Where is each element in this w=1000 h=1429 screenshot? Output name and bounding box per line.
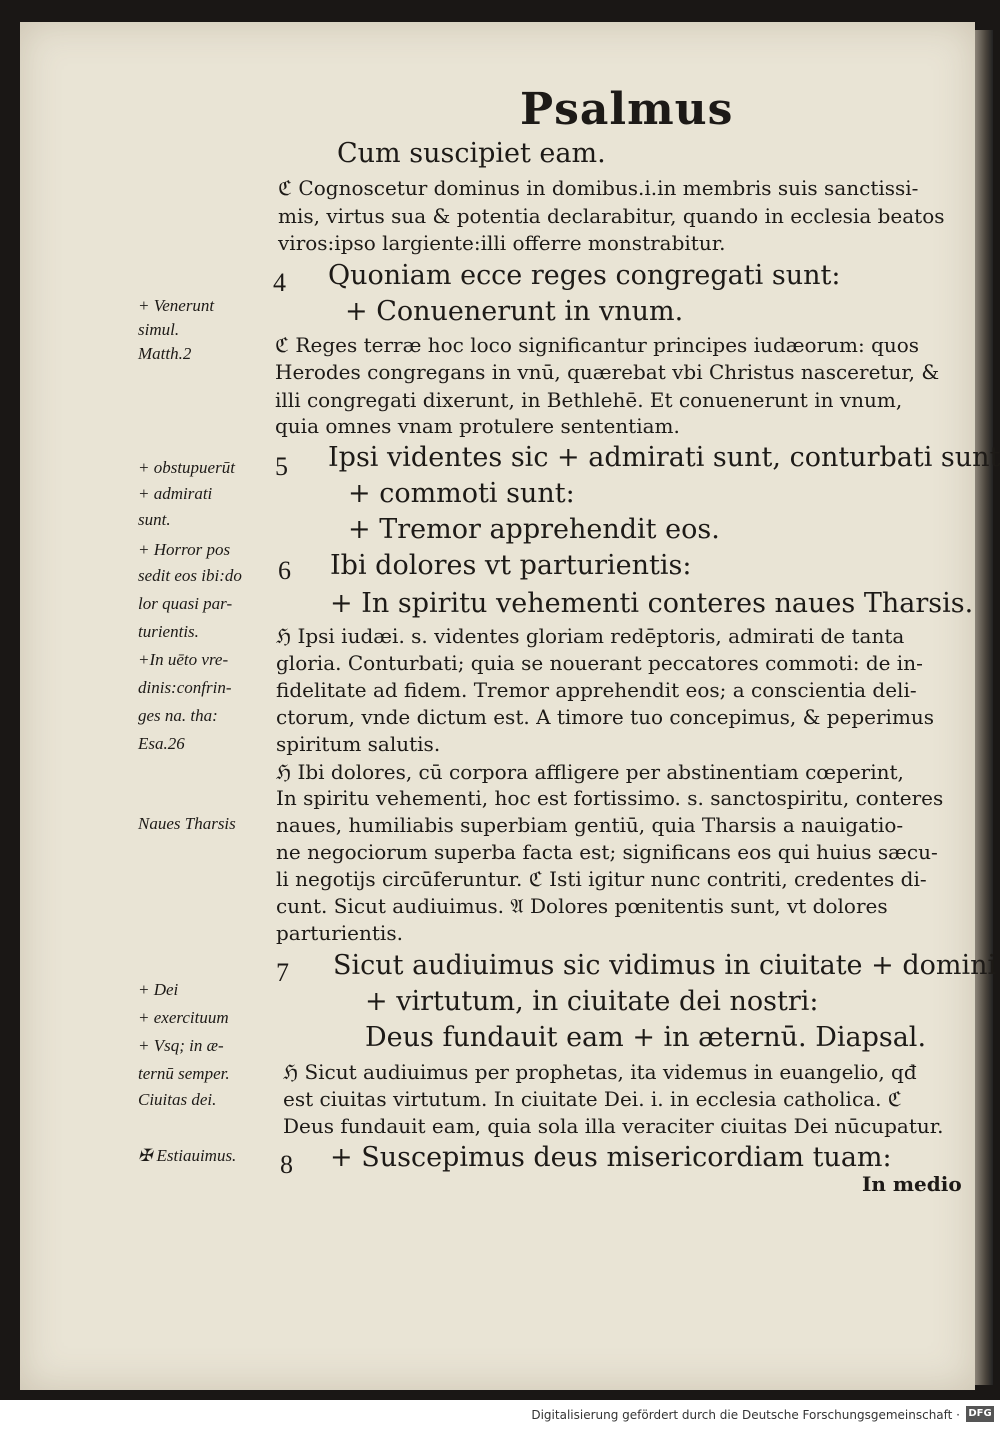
running-head: Psalmus	[520, 84, 734, 135]
text-line: est ciuitas virtutum. In ciuitate Dei. i. in ecclesia catholica. ℭ	[283, 1087, 902, 1111]
text-line: + In spiritu vehementi conteres naues Tharsis.	[330, 588, 974, 619]
text-line: illi congregati dixerunt, in Bethlehē. Et conuenerunt in vnum,	[275, 388, 903, 412]
margin-note: lor quasi par-	[138, 594, 233, 613]
text-line: Deus fundauit eam + in æternū. Diapsal.	[365, 1022, 927, 1053]
text-line: cunt. Sicut audiuimus. 𝔄 Dolores pœnitentis sunt, vt dolores	[276, 894, 888, 918]
text-line: + Conuenerunt in vnum.	[345, 296, 684, 327]
margin-note: sedit eos ibi:do	[138, 566, 242, 585]
margin-note: ges na. tha:	[138, 706, 218, 725]
verse-number: 6	[278, 556, 291, 585]
margin-note: + Venerunt	[138, 296, 215, 315]
page-edge	[975, 30, 993, 1385]
verse-number: 7	[276, 958, 289, 987]
text-line: Sicut audiuimus sic vidimus in ciuitate + domini	[333, 950, 997, 981]
margin-note: simul.	[138, 320, 180, 339]
text-line: parturientis.	[276, 921, 403, 945]
text-line: Quoniam ecce reges congregati sunt:	[328, 260, 841, 291]
text-line: fidelitate ad fidem. Tremor apprehendit eos; a conscientia deli-	[276, 678, 917, 702]
margin-note: + exercituum	[138, 1008, 229, 1027]
text-line: Deus fundauit eam, quia sola illa veraciter ciuitas Dei nūcupatur.	[283, 1114, 944, 1138]
text-line: + commoti sunt:	[348, 478, 575, 509]
margin-note: +In uēto vre-	[138, 650, 229, 669]
verse-number: 4	[273, 268, 286, 297]
margin-note: dinis:confrin-	[138, 678, 232, 697]
verse-number: 8	[280, 1150, 293, 1179]
margin-note: Ciuitas dei.	[138, 1090, 217, 1109]
text-line: In spiritu vehementi, hoc est fortissimo. s. sanctospiritu, conteres	[276, 786, 944, 810]
text-line: ne negociorum superba facta est; significans eos qui huius sæcu-	[276, 840, 938, 864]
footer-credit: Digitalisierung gefördert durch die Deutsche Forschungsgemeinschaft ·	[531, 1408, 960, 1422]
text-line: Ibi dolores vt parturientis:	[330, 550, 692, 581]
text-line: Herodes congregans in vnū, quærebat vbi Christus nasceretur, &	[275, 360, 940, 384]
text-line: ℭ Cognoscetur dominus in domibus.i.in membris suis sanctissi-	[278, 176, 919, 200]
verse-number: 5	[275, 452, 288, 481]
text-line: ℌ Ibi dolores, cū corpora affligere per abstinentiam cœperint,	[276, 760, 904, 784]
margin-note: sunt.	[138, 510, 171, 529]
margin-note: + Horror pos	[138, 540, 231, 559]
dfg-logo: DFG	[966, 1406, 994, 1422]
text-line: + Tremor apprehendit eos.	[348, 514, 720, 545]
text-line: Cum suscipiet eam.	[337, 138, 606, 169]
margin-note: ✠ Estiauimus.	[138, 1146, 237, 1165]
text-line: ctorum, vnde dictum est. A timore tuo concepimus, & peperimus	[276, 705, 935, 729]
margin-note: ternū semper.	[138, 1064, 230, 1083]
text-line: viros:ipso largiente:illi offerre monstrabitur.	[278, 231, 726, 255]
margin-note: Matth.2	[138, 344, 192, 363]
margin-note: + Vsq; in æ-	[138, 1036, 224, 1055]
text-line: gloria. Conturbati; quia se nouerant peccatores commoti: de in-	[276, 651, 923, 675]
catchword: In medio	[862, 1172, 962, 1196]
digitization-footer	[0, 1402, 1000, 1429]
text-line: ℭ Reges terræ hoc loco significantur principes iudæorum: quos	[275, 333, 920, 357]
margin-note: + Dei	[138, 980, 179, 999]
text-line: quia omnes vnam protulere sententiam.	[275, 414, 680, 438]
text-line: + virtutum, in ciuitate dei nostri:	[365, 986, 819, 1017]
text-line: li negotijs circūferuntur. ℭ Isti igitur nunc contriti, credentes di-	[276, 867, 927, 891]
margin-note: + obstupuerūt	[138, 458, 235, 477]
text-line: ℌ Sicut audiuimus per prophetas, ita videmus in euangelio, qđ	[283, 1060, 917, 1084]
text-line: ℌ Ipsi iudæi. s. videntes gloriam redēptoris, admirati de tanta	[276, 624, 905, 648]
margin-note: Esa.26	[138, 734, 185, 753]
text-line: Ipsi videntes sic + admirati sunt, conturbati sunt	[328, 442, 1000, 473]
margin-note: turientis.	[138, 622, 199, 641]
margin-note: Naues Tharsis	[138, 814, 236, 833]
margin-note: + admirati	[138, 484, 213, 503]
text-line: + Suscepimus deus misericordiam tuam:	[330, 1142, 892, 1173]
text-line: spiritum salutis.	[276, 732, 441, 756]
text-line: naues, humiliabis superbiam gentiū, quia Tharsis a nauigatio-	[276, 813, 904, 837]
text-line: mis, virtus sua & potentia declarabitur, quando in ecclesia beatos	[278, 204, 945, 228]
